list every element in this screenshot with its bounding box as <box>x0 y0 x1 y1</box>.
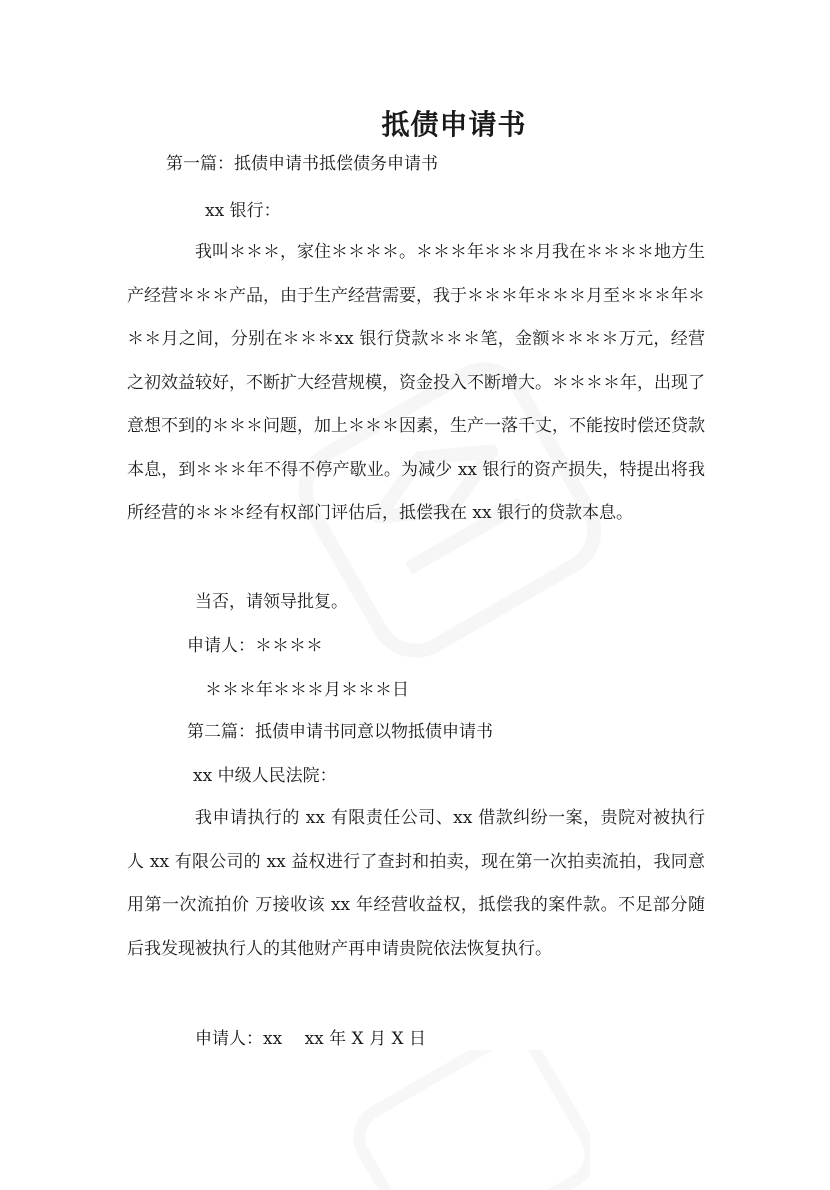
section1-body-text: 我叫＊＊＊，家住＊＊＊＊。＊＊＊年＊＊＊月我在＊＊＊＊地方生产经营＊＊＊产品，由于生产经营需要，我于＊＊＊年＊＊＊月至＊＊＊年＊＊＊月之间，分别在＊＊＊xx 银行贷款＊＊＊笔，金额＊＊＊＊万元，经营之初效益较好，不断扩大经营规模，资金投入不断增大。＊＊＊＊年，出现了意想不到的＊＊＊问题，加上＊＊＊因素，生产一落千丈，不能按时偿还贷款本息，到＊＊＊年不得不停产歇业。为减少 xx 银行的资产损失，特提出将我所经营的＊＊＊经有权部门评估后，抵偿我在 xx 银行的贷款本息。 <box>127 242 705 523</box>
section2-signature: 申请人：xx xx 年 X 月 X 日 <box>195 1029 426 1049</box>
section1-body <box>127 231 705 536</box>
watermark-logo-icon-bottom <box>330 1050 590 1190</box>
section2-salutation: xx 中级人民法院： <box>193 766 337 786</box>
document-title: 抵债申请书 <box>381 108 527 141</box>
section2-heading: 第二篇：抵债申请书同意以物抵债申请书 <box>187 722 493 742</box>
section1-applicant: 申请人：＊＊＊＊ <box>187 636 323 656</box>
section1-heading: 第一篇：抵债申请书抵偿债务申请书 <box>166 154 438 174</box>
section1-closing: 当否，请领导批复。 <box>195 592 348 612</box>
section2-body <box>127 797 705 971</box>
section1-date: ＊＊＊年＊＊＊月＊＊＊日 <box>205 680 409 700</box>
section1-salutation: xx 银行： <box>205 201 281 221</box>
section2-body-text: 我申请执行的 xx 有限责任公司、xx 借款纠纷一案，贵院对被执行人 xx 有限公司的 xx 益权进行了查封和拍卖，现在第一次拍卖流拍，我同意用第一次流拍价 万接收该 xx 年经营收益权，抵偿我的案件款。不足部分随后我发现被执行人的其他财产再申请贵院依法恢复执行。 <box>127 808 705 959</box>
